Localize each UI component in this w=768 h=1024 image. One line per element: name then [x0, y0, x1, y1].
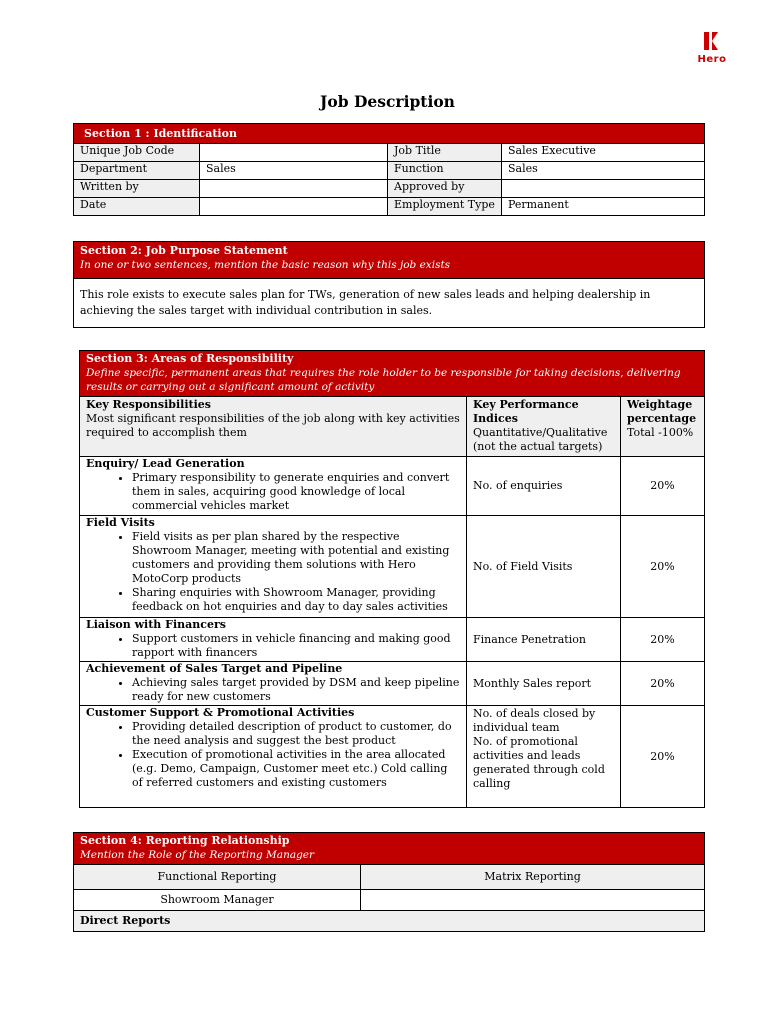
hero-logo-text: Hero: [697, 54, 727, 65]
field-label: Employment Type: [388, 198, 502, 216]
section3-table: [79, 350, 705, 808]
section1-header: [74, 124, 705, 144]
responsibility-title: Achievement of Sales Target and Pipeline: [86, 662, 343, 675]
col-title: Key Responsibilities: [86, 398, 211, 411]
responsibility-list: [86, 471, 460, 513]
weight-cell: 20%: [621, 457, 705, 516]
section1-row: [74, 144, 705, 162]
weight-cell: 20%: [621, 706, 705, 808]
matrix-reporting-value: [361, 890, 705, 911]
section4-header: [74, 833, 705, 865]
field-label: Approved by: [388, 180, 502, 198]
section2-table: [73, 241, 705, 328]
functional-reporting-header: Functional Reporting: [74, 865, 361, 890]
section4-heading: Section 4: Reporting Relationship: [80, 834, 290, 847]
table-row: [80, 516, 705, 618]
weight-cell: 20%: [621, 516, 705, 618]
field-value: [502, 180, 705, 198]
section4-subheading: Mention the Role of the Reporting Manager: [80, 849, 315, 861]
table-row: [80, 706, 705, 808]
hero-logo-icon: [694, 30, 730, 52]
col-desc: Quantitative/Qualitative (not the actual targets): [473, 426, 608, 453]
list-item: • Providing detailed description of product to customer, do the need analysis and suggest the best product: [132, 720, 460, 748]
col-title: Weightage percentage: [627, 398, 697, 425]
kpi-cell: Finance Penetration: [467, 618, 621, 662]
field-label: Date: [74, 198, 200, 216]
field-label: Department: [74, 162, 200, 180]
section4-column-header-row: [74, 865, 705, 890]
hero-logo: [694, 30, 730, 70]
list-item: • Execution of promotional activities in the area allocated (e.g. Demo, Campaign, Customer meet etc.) Cold calling of referred customers and existing customers: [132, 748, 460, 790]
section2-subheading: In one or two sentences, mention the basic reason why this job exists: [80, 259, 451, 271]
section3-column-header-row: [80, 397, 705, 457]
kpi-cell: No. of deals closed by individual team No. of promotional activities and leads generated through cold calling: [467, 706, 621, 808]
field-value: Sales: [502, 162, 705, 180]
col-desc: Total -100%: [627, 426, 694, 439]
table-row: [80, 457, 705, 516]
list-item: • Support customers in vehicle financing and making good rapport with financers: [132, 632, 460, 660]
field-value: [200, 144, 388, 162]
responsibility-title: Field Visits: [86, 516, 155, 529]
section4-table: [73, 832, 705, 932]
kpi-cell: No. of Field Visits: [467, 516, 621, 618]
col-kpi: [467, 397, 621, 457]
kpi-cell: Monthly Sales report: [467, 662, 621, 706]
section2-heading: Section 2: Job Purpose Statement: [80, 244, 288, 257]
responsibility-title: Liaison with Financers: [86, 618, 226, 631]
section3-header: [80, 351, 705, 397]
responsibility-cell: [80, 706, 467, 808]
job-purpose-text: This role exists to execute sales plan for TWs, generation of new sales leads and helping dealership in achieving the sales target with individual contribution in sales.: [74, 279, 705, 328]
functional-reporting-value: Showroom Manager: [74, 890, 361, 911]
section3-subheading: Define specific, permanent areas that requires the role holder to be responsible for taking decisions, delivering results or carrying out a significant amount of activity: [86, 367, 681, 393]
section4-direct-reports-row: [74, 911, 705, 932]
table-row: [80, 618, 705, 662]
section2-header: [74, 242, 705, 279]
section1-row: [74, 198, 705, 216]
field-label: Unique Job Code: [74, 144, 200, 162]
list-item: • Sharing enquiries with Showroom Manager, providing feedback on hot enquiries and day to day sales activities: [132, 586, 460, 614]
field-value: [200, 180, 388, 198]
responsibility-list: [86, 676, 460, 704]
responsibility-cell: [80, 662, 467, 706]
field-label: Function: [388, 162, 502, 180]
responsibility-list: [86, 720, 460, 790]
responsibility-list: [86, 632, 460, 660]
responsibility-title: Enquiry/ Lead Generation: [86, 457, 245, 470]
field-label: Job Title: [388, 144, 502, 162]
matrix-reporting-header: Matrix Reporting: [361, 865, 705, 890]
section1-heading: Section 1 : Identification: [84, 126, 237, 140]
responsibility-cell: [80, 457, 467, 516]
section2-body-row: [74, 279, 705, 328]
list-item: • Achieving sales target provided by DSM and keep pipeline ready for new customers: [132, 676, 460, 704]
col-title: Key Performance Indices: [473, 398, 579, 425]
field-value: Sales Executive: [502, 144, 705, 162]
col-desc: Most significant responsibilities of the job along with key activities required to accomplish them: [86, 412, 460, 439]
col-weightage: [621, 397, 705, 457]
section1-row: [74, 162, 705, 180]
field-value: Permanent: [502, 198, 705, 216]
section1-table: [73, 123, 705, 216]
field-value: Sales: [200, 162, 388, 180]
direct-reports-label: Direct Reports: [74, 911, 705, 932]
weight-cell: 20%: [621, 662, 705, 706]
section4-value-row: [74, 890, 705, 911]
col-key-responsibilities: [80, 397, 467, 457]
list-item: • Primary responsibility to generate enquiries and convert them in sales, acquiring good knowledge of local commercial vehicles market: [132, 471, 460, 513]
responsibility-cell: [80, 618, 467, 662]
responsibility-title: Customer Support & Promotional Activities: [86, 706, 355, 719]
field-value: [200, 198, 388, 216]
page-title: Job Description: [320, 92, 455, 111]
kpi-cell: No. of enquiries: [467, 457, 621, 516]
section3-heading: Section 3: Areas of Responsibility: [86, 352, 294, 365]
weight-cell: 20%: [621, 618, 705, 662]
section1-row: [74, 180, 705, 198]
table-row: [80, 662, 705, 706]
responsibility-list: [86, 530, 460, 614]
responsibility-cell: [80, 516, 467, 618]
list-item: • Field visits as per plan shared by the respective Showroom Manager, meeting with potential and existing customers and providing them solutions with Hero MotoCorp products: [132, 530, 460, 586]
field-label: Written by: [74, 180, 200, 198]
